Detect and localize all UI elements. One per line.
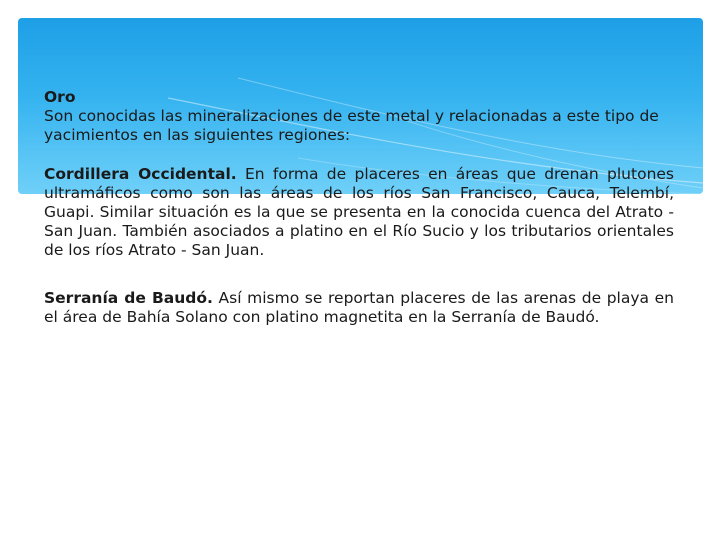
slide-content [44,88,674,327]
slide-title: Oro [44,88,76,106]
section-cordillera [44,165,674,260]
section-text: Así mismo se reportan placeres de las arenas de playa en el área de Bahía Solano con platino magnetita en la Serranía de Baudó. [44,289,674,326]
section-heading: Serranía de Baudó. [44,289,213,307]
section-serrania [44,289,674,327]
intro-text: Son conocidas las mineralizaciones de este metal y relacionadas a este tipo de yacimientos en las siguientes regiones: [44,107,659,144]
section-heading: Cordillera Occidental. [44,165,237,183]
section-text: En forma de placeres en áreas que drenan plutones ultramáficos como son las áreas de los ríos San Francisco, Cauca, Telembí, Guapi. Similar situación es la que se presenta en la conocida cuenca del Atrato - San Juan. También asociados a platino en el Río Sucio y los tributarios orientales de los ríos Atrato - San Juan. [44,165,675,259]
